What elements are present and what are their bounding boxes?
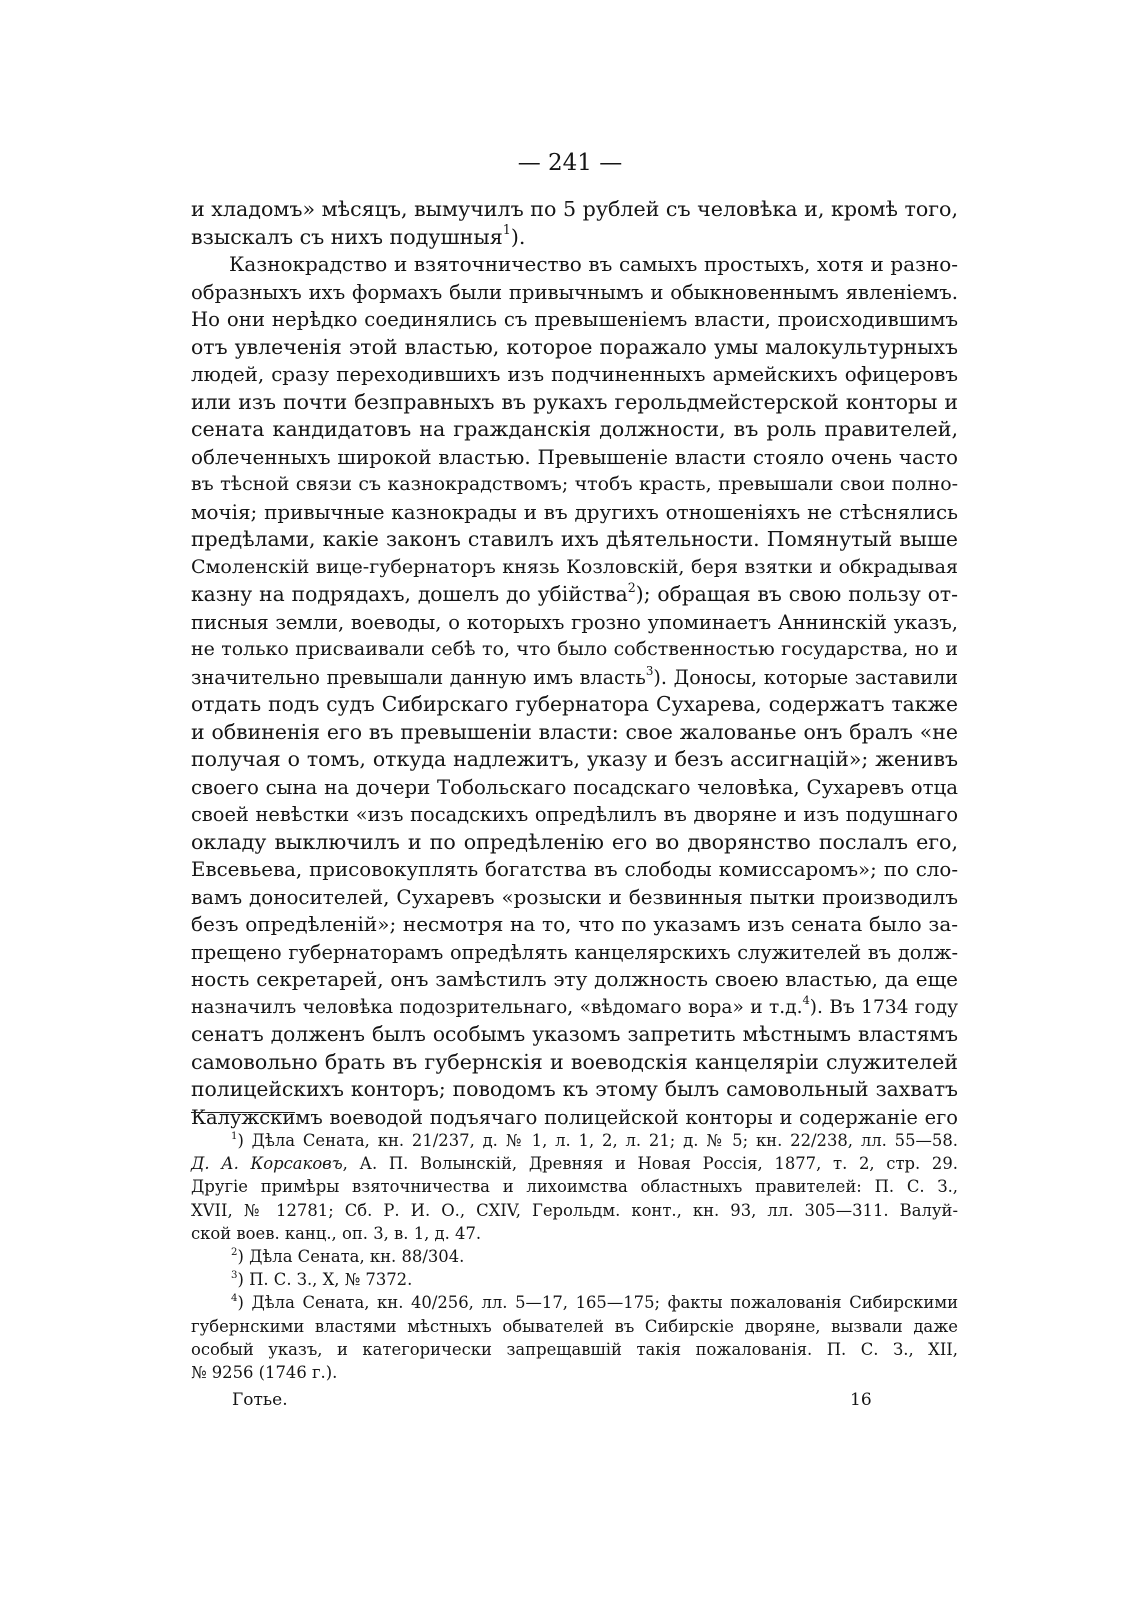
text-line: и хладомъ» мѣсяцъ, вымучилъ по 5 рублей съ человѣка и, кромѣ того, [191, 197, 958, 221]
footnote-line: Д. А. Корсаковъ, А. П. Волынскій, Древняя и Новая Россія, 1877, т. 2, стр. 29. [191, 1154, 958, 1174]
text-line: своей невѣстки «изъ посадскихъ опредѣлилъ въ дворяне и изъ подушнаго [191, 803, 958, 826]
text-line: въ тѣсной связи съ казнокрадствомъ; чтобъ красть, превышали свои полно- [191, 473, 958, 495]
text-line: мочія; привычные казнокрады и въ другихъ отношеніяхъ не стѣснялись [191, 500, 958, 524]
footnote-line: Другіе примѣры взяточничества и лихоимства областныхъ правителей: П. С. З., [191, 1177, 958, 1197]
text-line: значительно превышали данную имъ власть$^3$). Доносы, которые заставили [191, 663, 959, 689]
footer-sheet-number: 16 [850, 1390, 872, 1410]
text-line: казну на подрядахъ, дошелъ до убійства$^2$); обращая въ свою пользу от- [191, 580, 958, 606]
footnote-number: 4 [231, 1292, 238, 1304]
text-line: взыскалъ съ нихъ подушныя$^1$). [191, 223, 526, 249]
footnote-mark: 2 [627, 580, 636, 595]
text-line: образныхъ ихъ формахъ были привычнымъ и обыкновеннымъ явленіемъ. [191, 280, 958, 304]
footnote-number: 2 [231, 1246, 238, 1258]
footnotes [191, 1129, 958, 1384]
text-line: безъ опредѣленій»; несмотря на то, что по указамъ изъ сената было за- [191, 912, 958, 936]
text-line: сенатъ долженъ былъ особымъ указомъ запретить мѣстнымъ властямъ [191, 1022, 958, 1046]
footnote-divider [191, 1112, 295, 1113]
footnote-mark: 3 [645, 663, 654, 678]
text-line: сената кандидатовъ на гражданскія должности, въ роль правителей, [191, 417, 958, 441]
text-line: прещено губернаторамъ опредѣлять канцелярскихъ служителей въ долж- [191, 940, 958, 964]
text-line: и обвиненія его въ превышеніи власти: свое жалованье онъ бралъ «не [191, 719, 958, 744]
footnote-mark: 4 [802, 993, 810, 1008]
text-line: вамъ доносителей, Сухаревъ «розыски и безвинныя пытки производилъ [191, 885, 958, 909]
footnote-line: губернскими властями мѣстныхъ обывателей въ Сибирскіе дворяне, вызвали даже [191, 1316, 958, 1336]
text-line: назначилъ человѣка подозрительнаго, «вѣдомаго вора» и т.д.$^4$). Въ 1734 году [191, 993, 958, 1018]
footnote-line: $^4$) Дѣла Сената, кн. 40/256, лл. 5—17, 165—175; факты пожалованія Сибирскими [231, 1292, 958, 1313]
text-line: получая о томъ, откуда надлежитъ, указу и безъ ассигнацій»; женивъ [191, 747, 958, 771]
text-line: ность секретарей, онъ замѣстилъ эту должность своею властью, да еще [191, 967, 958, 991]
footnote-line: ской воев. канц., оп. 3, в. 1, д. 47. [191, 1223, 482, 1243]
footnote-line: XVII, № 12781; Сб. Р. И. О., CXIV, Герольдм. конт., кн. 93, лл. 305—311. Валуй- [191, 1200, 958, 1220]
footer-signature: Готье. [232, 1390, 288, 1410]
footnote-line: особый указъ, и категорически запрещавшій такія пожалованія. П. С. З., XII, [191, 1339, 958, 1359]
body-text [191, 196, 958, 1131]
footnote-line: $^3$) П. С. З., X, № 7372. [231, 1269, 413, 1290]
text-line: или изъ почти безправныхъ въ рукахъ герольдмейстерской конторы и [191, 389, 958, 414]
text-line: предѣлами, какіе законъ ставилъ ихъ дѣятельности. Помянутый выше [191, 527, 958, 551]
page-number: — 241 — [517, 150, 623, 176]
text-line: облеченныхъ широкой властью. Превышеніе власти стояло очень часто [191, 445, 958, 469]
text-line: Но они нерѣдко соединялись съ превышеніемъ власти, происходившимъ [191, 308, 958, 331]
text-line: отъ увлеченія этой властью, которое поражало умы малокультурныхъ [191, 334, 958, 359]
text-line: Казнокрадство и взяточничество въ самыхъ простыхъ, хотя и разно- [229, 252, 958, 276]
text-line: окладу выключилъ и по опредѣленію его во дворянство послалъ его, [191, 829, 958, 854]
text-line: Евсевьева, присовокуплять богатства въ слободы комиссаромъ»; по сло- [191, 858, 958, 881]
text-line: самовольно брать въ губернскія и воеводскія канцеляріи служителей [191, 1049, 958, 1074]
text-line: Калужскимъ воеводой подъячаго полицейской конторы и содержаніе его [191, 1105, 958, 1129]
text-line: писныя земли, воеводы, о которыхъ грозно упоминаетъ Аннинскій указъ, [191, 610, 958, 634]
text-line: своего сына на дочери Тобольскаго посадскаго человѣка, Сухаревъ отца [191, 775, 958, 799]
footnote-line: № 9256 (1746 г.). [191, 1363, 338, 1383]
text-line: Смоленскій вице-губернаторъ князь Козловскій, беря взятки и обкрадывая [191, 555, 958, 578]
footnote-number: 3 [231, 1269, 238, 1281]
footnote-number: 1 [231, 1130, 238, 1142]
text-line: полицейскихъ конторъ; поводомъ къ этому былъ самовольный захватъ [191, 1077, 958, 1101]
footnote-line: $^1$) Дѣла Сената, кн. 21/237, д. № 1, л. 1, 2, л. 21; д. № 5; кн. 22/238, лл. 55—58. [231, 1130, 958, 1150]
text-line: людей, сразу переходившихъ изъ подчиненныхъ армейскихъ офицеровъ [191, 363, 958, 386]
text-line: отдать подъ судъ Сибирскаго губернатора Сухарева, содержатъ также [191, 692, 958, 716]
footnote-line: $^2$) Дѣла Сената, кн. 88/304. [231, 1246, 465, 1267]
footnote-mark: 1 [502, 223, 511, 239]
text-line: не только присваивали себѣ то, что было собственностью государства, но и [191, 638, 958, 660]
